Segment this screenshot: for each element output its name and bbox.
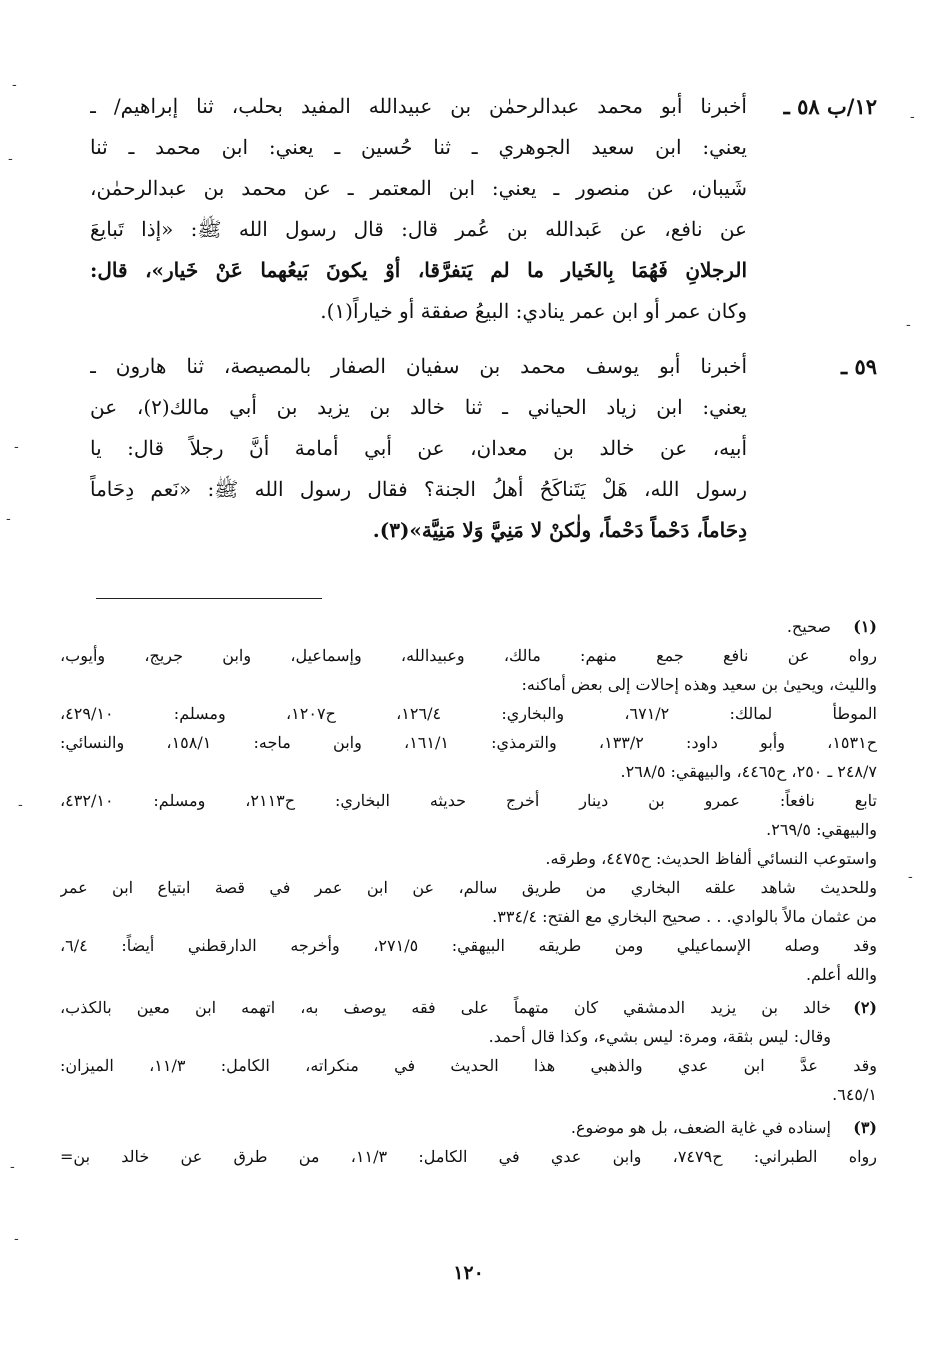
footnote-line: ح١٥٣١، وأبو داود: ١٣٣/٢، والترمذي: ١٦١/١، وابن ماجه: ١٥٨/١، والنسائي: <box>60 733 877 752</box>
footnote-line: وقد وصله الإسماعيلي ومن طريقه البيهقي: ٢٧١/٥، وأخرجه الدارقطني أيضاً: ٦/٤، <box>60 936 877 955</box>
footnote-line: صحيح. <box>786 617 831 636</box>
footnote-line: والليث، ويحيىٰ بن سعيد وهذه إحالات إلى بعض أماكنه: <box>521 675 877 694</box>
text-line: عن نافع، عن عَبدالله بن عُمر قال: قال رسول الله ﷺ: «إذا تَبايعَ <box>90 217 747 241</box>
text-line: الرجلانِ فَهُمَا بِالخَيار ما لم يَتفرَّقا، أوْ يكونَ بَيعُهما عَنْ خَيار»، قال: <box>90 258 747 282</box>
footnote-1 <box>60 612 877 989</box>
footnote-line: خالد بن يزيد الدمشقي كان متهماً على فقه يوصف به، اتهمه ابن معين بالكذب، <box>60 998 831 1017</box>
text-line: شَيبان، عن منصور ـ يعني: ابن المعتمر ـ عن محمد بن عبدالرحمٰن، <box>90 176 747 200</box>
footnote-number: (٢) <box>853 998 877 1017</box>
footnote-line: ٢٤٨/٧ ـ ٢٥٠، ح٤٤٦٥، والبيهقي: ٢٦٨/٥. <box>620 762 877 781</box>
footnote-line: والبيهقي: ٢٦٩/٥. <box>766 820 877 839</box>
footnote-number: (١) <box>853 617 877 636</box>
footnote-line: ٦٤٥/١. <box>832 1085 877 1104</box>
footnote-divider <box>96 598 322 599</box>
scan-mark: - <box>14 439 19 455</box>
footnote-line: واستوعب النسائي ألفاظ الحديث: ح٤٤٧٥، وطرقه. <box>545 849 877 868</box>
footnote-line: من عثمان مالاً بالوادي. . . صحيح البخاري مع الفتح: ٣٣٤/٤. <box>492 907 877 926</box>
scan-mark: - <box>10 1159 15 1175</box>
scan-mark: - <box>14 1231 19 1247</box>
footnote-line: الموطأ لمالك: ٦٧١/٢، والبخاري: ١٢٦/٤، ح١٢٠٧، ومسلم: ٤٢٩/١٠، <box>60 704 877 723</box>
footnotes <box>60 612 877 1175</box>
main-text <box>90 86 877 565</box>
text-line: أخبرنا أبو يوسف محمد بن سفيان الصفار بالمصيصة، ثنا هارون ـ <box>90 354 747 378</box>
hadith-number: ٥٩ ـ <box>840 354 877 379</box>
footnote-line: تابع نافعاً: عمرو بن دينار أخرج حديثه البخاري: ح٢١١٣، ومسلم: ٤٣٢/١٠، <box>60 791 877 810</box>
text-line: أبيه، عن خالد بن معدان، عن أبي أمامة أنَّ رجلاً قال: يا <box>90 436 747 460</box>
scan-mark: - <box>18 797 23 813</box>
footnote-line: إسناده في غاية الضعف، بل هو موضوع. <box>570 1118 831 1137</box>
text-line: أخبرنا أبو محمد عبدالرحمٰن بن عبيدالله المفيد بحلب، ثنا إبراهيم/ ـ <box>90 94 747 118</box>
text-line: وكان عمر أو ابن عمر ينادي: البيعُ صفقة أو خياراً(١). <box>320 299 747 323</box>
scan-mark: - <box>12 77 17 93</box>
hadith-58 <box>90 86 877 332</box>
footnote-number: (٣) <box>853 1118 877 1137</box>
footnote-line: وللحديث شاهد علقه البخاري من طريق سالم، عن ابن عمر في قصة ابتياع ابن عمر <box>60 878 877 897</box>
scan-mark: - <box>906 317 911 333</box>
text-line: يعني: ابن سعيد الجوهري ـ ثنا حُسين ـ يعني: ابن محمد ـ ثنا <box>90 135 747 159</box>
footnote-line: رواه الطبراني: ح٧٤٧٩، وابن عدي في الكامل: ١١/٣، من طرق عن خالد بن= <box>60 1147 877 1166</box>
footnote-line: والله أعلم. <box>805 965 877 984</box>
scan-mark: - <box>8 151 13 167</box>
footnote-line: وقال: ليس بثقة، ومرة: ليس بشيء، وكذا قال أحمد. <box>488 1027 831 1046</box>
page-number: ١٢٠ <box>453 1262 484 1284</box>
footnote-2 <box>60 993 877 1109</box>
footnote-line: رواه عن نافع جمع منهم: مالك، وعبيدالله، وإسماعيل، وابن جريج، وأيوب، <box>60 646 877 665</box>
text-line: رسول الله، هَلْ يَتَناكَحُ أهلُ الجنة؟ فقال رسول الله ﷺ: «نَعم دِحَاماً <box>90 477 747 501</box>
footnote-line: وقد عدَّ ابن عدي والذهبي هذا الحديث في منكراته، الكامل: ١١/٣، الميزان: <box>60 1056 877 1075</box>
hadith-59 <box>90 346 877 551</box>
scan-mark: - <box>908 869 913 885</box>
hadith-number: ١٢/ب ٥٨ ـ <box>783 94 877 119</box>
text-line: دِحَاماً، دَحْماً دَحْماً، ولٰكنْ لا مَنِيَّ وَلا مَنِيَّة»(٣). <box>372 518 747 542</box>
footnote-3 <box>60 1113 877 1171</box>
text-line: يعني: ابن زياد الحياني ـ ثنا خالد بن يزيد بن أبي مالك(٢)، عن <box>90 395 747 419</box>
scan-mark: - <box>6 511 11 527</box>
scan-mark: - <box>910 109 915 125</box>
